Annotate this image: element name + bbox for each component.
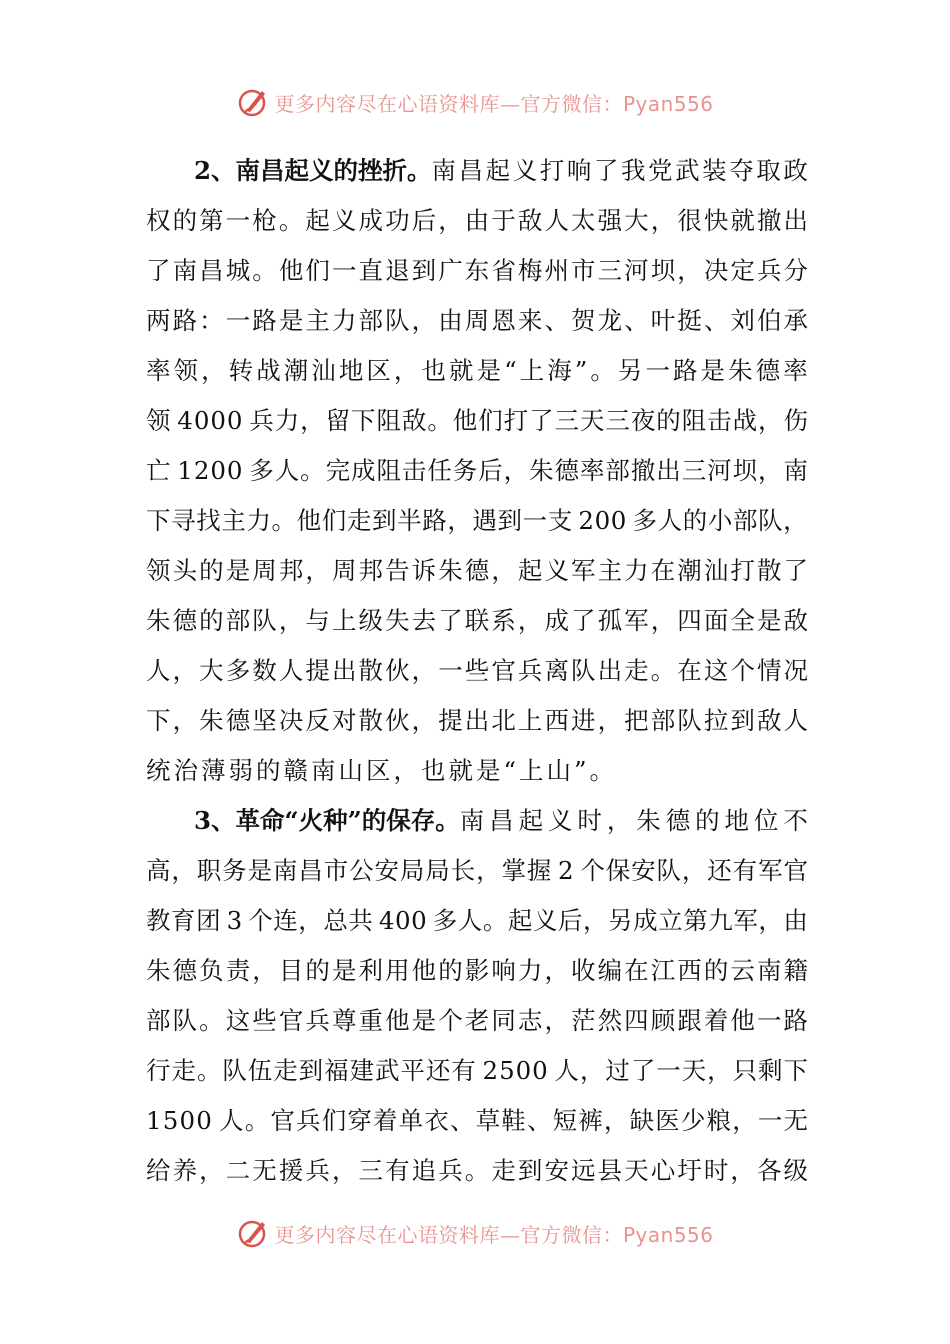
text-line: 亡 1 2 0 0 多 人 。 完 成 阻 击 任 务 后 ， 朱 德 率 部 撤 出 三 河 坝 ， 南: [146, 456, 808, 485]
text-line: 部 队 。 这 些 官 兵 尊 重 他 是 个 老 同 志 ， 茫 然 四 顾 跟 着 他 一 路: [146, 1006, 808, 1035]
section-heading: 3、革命“火种”的保存。: [194, 806, 460, 835]
text-line: 下 ， 朱 德 坚 决 反 对 散 伙 ， 提 出 北 上 西 进 ， 把 部 队 拉 到 敌 人: [146, 706, 808, 735]
text-line: 率 领 ， 转 战 潮 汕 地 区 ， 也 就 是 “ 上 海 ” 。 另 一 路 是 朱 德 率: [146, 356, 808, 385]
watermark-banner-bottom: [0, 1213, 950, 1253]
watermark-text: 更多内容尽在心语资料库—官方微信：Pyan556: [274, 1222, 714, 1247]
watermark-text: 更多内容尽在心语资料库—官方微信：Pyan556: [274, 91, 714, 116]
text-line: 领 4 0 0 0 兵 力 ， 留 下 阻 敌 。 他 们 打 了 三 天 三 夜 的 阻 击 战 ， 伤: [146, 406, 808, 435]
text-line: 教 育 团 3 个 连 ， 总 共 4 0 0 多 人 。 起 义 后 ， 另 成 立 第 九 军 ， 由: [146, 906, 808, 935]
text-line: 统治薄弱的赣南山区，也就是“上山”。: [146, 756, 618, 785]
text-line: 行 走 。 队 伍 走 到 福 建 武 平 还 有 2 5 0 0 人 ， 过 了 一 天 ， 只 剩 下: [146, 1056, 808, 1085]
text-line: 3、革命“火种”的保存。 南 昌 起 义 时 ， 朱 德 的 地 位 不: [146, 796, 808, 846]
text-line: 人 ， 大 多 数 人 提 出 散 伙 ， 一 些 官 兵 离 队 出 走 。 在 这 个 情 况: [146, 656, 808, 685]
text-line: 高 ， 职 务 是 南 昌 市 公 安 局 局 长 ， 掌 握 2 个 保 安 队 ， 还 有 军 官: [146, 856, 808, 885]
text-line: 给 养 ， 二 无 援 兵 ， 三 有 追 兵 。 走 到 安 远 县 天 心 圩 时 ， 各 级: [146, 1156, 808, 1185]
document-body: [146, 146, 808, 1196]
text-line: 下 寻 找 主 力 。 他 们 走 到 半 路 ， 遇 到 一 支 2 0 0 多 人 的 小 部 队 ，: [146, 506, 808, 535]
watermark-banner-top: [0, 82, 950, 122]
text-line: 1 5 0 0 人 。 官 兵 们 穿 着 单 衣 、 草 鞋 、 短 裤 ， 缺 医 少 粮 ， 一 无: [146, 1106, 808, 1135]
quill-logo-icon: [236, 1216, 270, 1250]
text-line: 朱 德 负 责 ， 目 的 是 利 用 他 的 影 响 力 ， 收 编 在 江 西 的 云 南 籍: [146, 956, 808, 985]
text-line: 权 的 第 一 枪 。 起 义 成 功 后 ， 由 于 敌 人 太 强 大 ， 很 快 就 撤 出: [146, 206, 808, 235]
text-line: 领 头 的 是 周 邦 ， 周 邦 告 诉 朱 德 ， 起 义 军 主 力 在 潮 汕 打 散 了: [146, 556, 808, 585]
text-line: 朱 德 的 部 队 ， 与 上 级 失 去 了 联 系 ， 成 了 孤 军 ， 四 面 全 是 敌: [146, 606, 808, 635]
text-line: 了 南 昌 城 。 他 们 一 直 退 到 广 东 省 梅 州 市 三 河 坝 ， 决 定 兵 分: [146, 256, 808, 285]
section-heading: 2、南昌起义的挫折。: [194, 156, 432, 185]
quill-logo-icon: [236, 85, 270, 119]
text-line: 2、南昌起义的挫折。 南 昌 起 义 打 响 了 我 党 武 装 夺 取 政: [146, 146, 808, 196]
text-line: 两 路 ： 一 路 是 主 力 部 队 ， 由 周 恩 来 、 贺 龙 、 叶 挺 、 刘 伯 承: [146, 306, 808, 335]
